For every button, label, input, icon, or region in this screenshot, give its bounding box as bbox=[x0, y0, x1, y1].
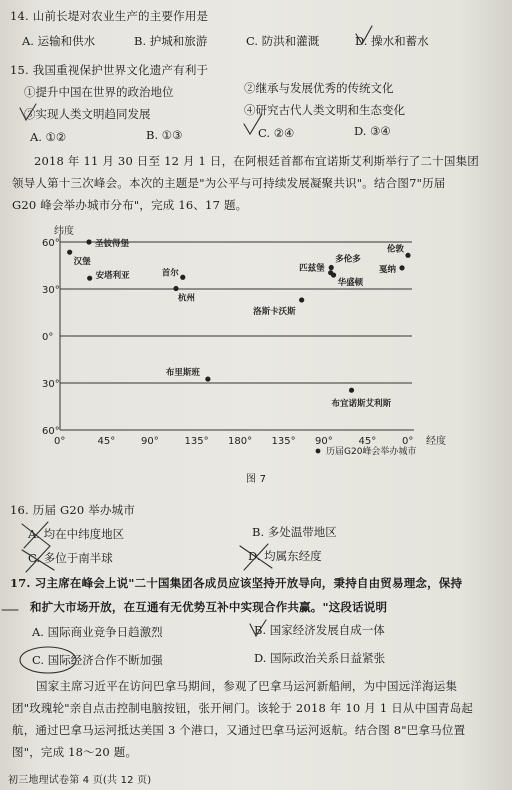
q16-option-d: D. 均属东经度 bbox=[248, 549, 322, 563]
q17-option-a: A. 国际商业竞争日趋激烈 bbox=[32, 625, 163, 639]
q14-option-d: D. 操水和蓄水 bbox=[355, 34, 429, 48]
q14-stem: 14. 山前长堤对农业生产的主要作用是 bbox=[10, 9, 209, 23]
q15-item-1: ①提升中国在世界的政治地位 bbox=[24, 85, 174, 99]
y-tick-label: 0° bbox=[42, 332, 54, 343]
cross-mark-q16-d bbox=[240, 544, 272, 570]
q17-option-b: B. 国家经济发展自成一体 bbox=[254, 623, 385, 637]
x-tick-label: 45° bbox=[358, 436, 377, 447]
y-tick-label: 60° bbox=[42, 238, 60, 249]
y-tick-label: 30° bbox=[42, 379, 60, 390]
cross-mark-q16-a bbox=[22, 522, 50, 548]
intro2-line-4: 图"，完成 18～20 题。 bbox=[12, 745, 138, 759]
q16-stem: 16. 历届 G20 举办城市 bbox=[10, 503, 136, 517]
x-tick-label: 0° bbox=[54, 436, 66, 447]
circle-mark-q17-c bbox=[20, 647, 76, 673]
city-label: 戛纳 bbox=[378, 264, 396, 275]
q15-option-c: C. ②④ bbox=[258, 126, 295, 140]
cross-mark-q16-c bbox=[22, 546, 54, 572]
city-label: 杭州 bbox=[178, 293, 196, 304]
q14-option-b: B. 护城和旅游 bbox=[134, 34, 208, 48]
x-tick-label: 90° bbox=[315, 436, 333, 447]
x-tick-label: 135° bbox=[271, 436, 296, 447]
intro2-line-1: 国家主席习近平在访问巴拿马期间，参观了巴拿马运河新船闸，为中国远洋海运集 bbox=[36, 679, 458, 693]
city-label: 布里斯班 bbox=[165, 368, 200, 379]
intro1-line-1: 2018 年 11 月 30 日至 12 月 1 日，在阿根廷首都布宜诺斯艾利斯举行了二十国集团 bbox=[34, 154, 479, 168]
x-axis-label: 经度 bbox=[426, 436, 446, 447]
figure-caption: 图 7 bbox=[246, 474, 267, 485]
check-mark-q15-item3 bbox=[20, 104, 36, 120]
city-label: 首尔 bbox=[161, 268, 179, 279]
y-axis-label: 纬度 bbox=[54, 226, 74, 237]
q17-option-d: D. 国际政治关系日益紧张 bbox=[254, 651, 386, 665]
y-tick-label: 30° bbox=[42, 285, 60, 296]
q17-stem-2: 和扩大市场开放，在互通有无优势互补中实现合作共赢。"这段话说明 bbox=[30, 600, 388, 614]
city-label: 匹兹堡 bbox=[299, 263, 325, 274]
intro2-line-2: 团"玫瑰轮"亲自点击控制电脑按钮，张开闸门。该轮于 2018 年 10 月 1 日从中国青岛起 bbox=[12, 701, 474, 715]
x-tick-label: 45° bbox=[97, 436, 116, 447]
q17-stem-1: 17. 习主席在峰会上说"二十国集团各成员应该坚持开放导向，秉持自由贸易理念，保持 bbox=[10, 576, 463, 590]
y-tick-label: 60° bbox=[42, 426, 60, 437]
q14-option-a: A. 运输和供水 bbox=[22, 34, 96, 48]
q16-option-a: A. 均在中纬度地区 bbox=[28, 527, 125, 541]
q15-item-4: ④研究古代人类文明和生态变化 bbox=[244, 103, 405, 117]
q15-option-d: D. ③④ bbox=[354, 124, 391, 138]
city-label: 圣彼得堡 bbox=[95, 239, 130, 249]
q14-option-c: C. 防洪和灌溉 bbox=[246, 34, 320, 48]
q17-option-c: C. 国际经济合作不断加强 bbox=[32, 653, 163, 667]
city-label: 多伦多 bbox=[335, 254, 361, 265]
page-footer: 初三地理试卷第 4 页(共 12 页) bbox=[8, 775, 152, 786]
check-mark-q14 bbox=[356, 26, 372, 44]
x-tick-label: 180° bbox=[228, 436, 253, 447]
city-label: 洛斯卡沃斯 bbox=[253, 306, 296, 317]
q15-option-a: A. ①② bbox=[30, 130, 67, 144]
check-mark-q17-b bbox=[250, 620, 266, 636]
q15-stem: 15. 我国重视保护世界文化遗产有利于 bbox=[10, 63, 209, 77]
q15-item-3: ③实现人类文明趋同发展 bbox=[24, 107, 151, 121]
x-tick-label: 0° bbox=[402, 436, 414, 447]
intro1-line-2: 领导人第十三次峰会。本次的主题是"为公平与可持续发展凝聚共识"。结合图7"历届 bbox=[12, 176, 446, 190]
city-label: 布宜诺斯艾利斯 bbox=[331, 399, 392, 410]
q16-option-c: C. 多位于南半球 bbox=[28, 551, 113, 565]
city-label: 华盛顿 bbox=[337, 278, 364, 289]
q15-item-2: ②继承与发展优秀的传统文化 bbox=[244, 81, 394, 95]
check-mark-q15 bbox=[244, 114, 262, 134]
q16-option-b: B. 多处温带地区 bbox=[252, 525, 337, 539]
city-label: 安塔利亚 bbox=[95, 271, 130, 282]
city-label: 汉堡 bbox=[73, 257, 91, 268]
x-tick-label: 90° bbox=[141, 436, 159, 447]
city-label: 伦敦 bbox=[386, 244, 404, 255]
intro2-line-3: 航，通过巴拿马运河抵达美国 3 个港口，又通过巴拿马运河返航。结合图 8"巴拿马位置 bbox=[12, 723, 466, 737]
x-tick-label: 135° bbox=[184, 436, 209, 447]
legend-label: 历届G20峰会举办城市 bbox=[326, 447, 417, 457]
intro1-line-3: G20 峰会举办城市分布"，完成 16、17 题。 bbox=[12, 198, 248, 212]
q15-option-b: B. ①③ bbox=[146, 128, 183, 142]
